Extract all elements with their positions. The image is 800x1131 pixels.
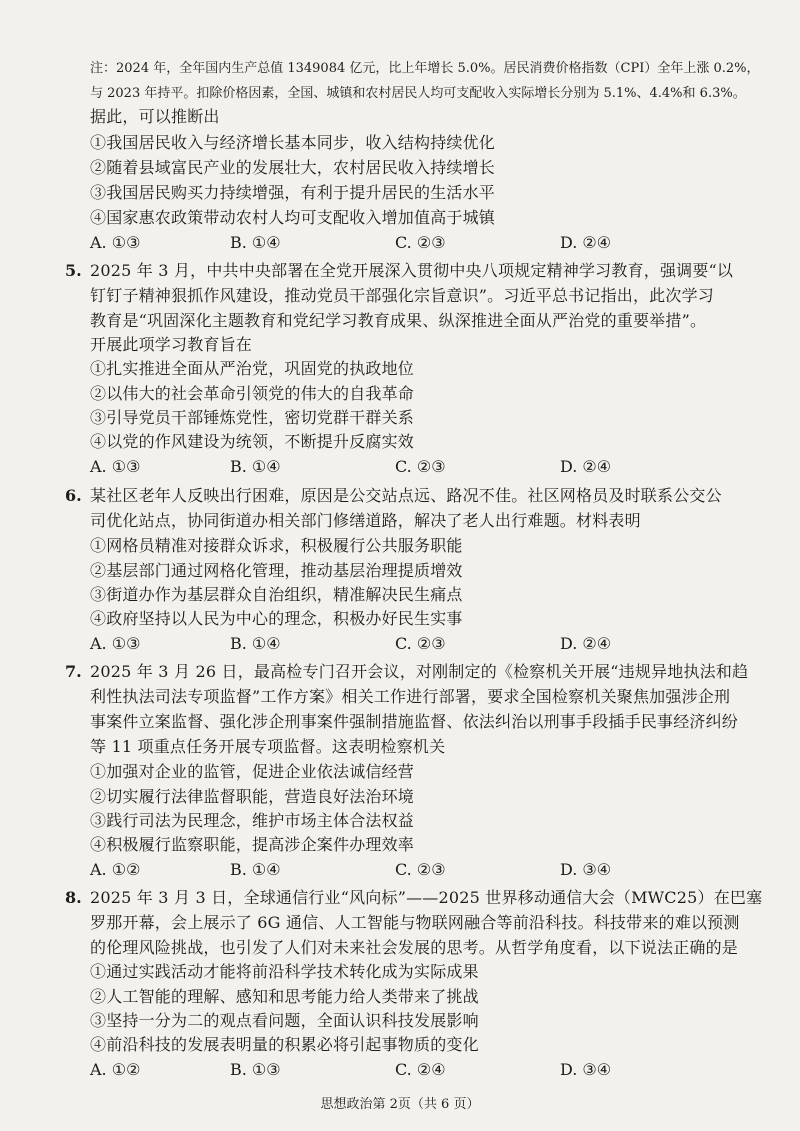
q6-stem-line-1: 某社区老年人反映出行困难，原因是公交站点远、路况不佳。社区网格员及时联系公交公 [90, 486, 722, 505]
page-footer: 思想政治第 2页（共 6 页） [320, 1097, 480, 1112]
question-lead: 据此，可以推断出 [90, 107, 220, 126]
q4-option-d: D. ②④ [560, 233, 612, 252]
q6-number: 6. [65, 486, 82, 505]
q5-statement-1: ①扎实推进全面从严治党，巩固党的执政地位 [90, 359, 415, 378]
q6-statement-1: ①网格员精准对接群众诉求，积极履行公共服务职能 [90, 536, 463, 555]
q7-option-a: A. ①② [90, 860, 141, 879]
q6-statement-4: ④政府坚持以人民为中心的理念，积极办好民生实事 [90, 609, 463, 628]
q6-statement-3: ③街道办作为基层群众自治组织，精准解决民生痛点 [90, 585, 463, 604]
q5-statement-4: ④以党的作风建设为统领，不断提升反腐实效 [90, 432, 415, 451]
q5-option-b: B. ①④ [230, 457, 281, 476]
q4-option-c: C. ②③ [395, 233, 446, 252]
q8-stem-line-3: 的伦理风险挑战，也引发了人们对未来社会发展的思考。从哲学角度看，以下说法正确的是 [90, 938, 739, 957]
q5-option-a: A. ①③ [90, 457, 141, 476]
q5-stem-line-4: 开展此项学习教育旨在 [90, 335, 253, 354]
q4-statement-2: ②随着县域富民产业的发展壮大，农村居民收入持续增长 [90, 158, 496, 177]
note-line-2: 与 2023 年持平。扣除价格因素，全国、城镇和农村居民人均可支配收入实际增长分别为 5.1%、4.4%和 6.3%。 [90, 86, 746, 101]
q7-statement-2: ②切实履行法律监督职能，营造良好法治环境 [90, 787, 415, 806]
q6-option-d: D. ②④ [560, 634, 612, 653]
q8-statement-2: ②人工智能的理解、感知和思考能力给人类带来了挑战 [90, 987, 479, 1006]
q4-option-a: A. ①③ [90, 233, 141, 252]
q4-options [90, 232, 730, 254]
q8-options [90, 1059, 730, 1081]
q8-option-c: C. ②④ [395, 1060, 446, 1079]
q7-option-c: C. ②③ [395, 860, 446, 879]
note-line-1: 注：2024 年，全年国内生产总值 1349084 亿元，比上年增长 5.0%。居民消费价格指数（CPI）全年上涨 0.2%， [90, 61, 760, 76]
q7-options [90, 859, 730, 881]
q6-options [90, 633, 730, 655]
q6-stem-line-2: 司优化站点，协同街道办相关部门修缮道路，解决了老人出行难题。材料表明 [90, 511, 641, 530]
q8-option-b: B. ①③ [230, 1060, 281, 1079]
q6-option-c: C. ②③ [395, 634, 446, 653]
q8-option-d: D. ③④ [560, 1060, 612, 1079]
q7-option-b: B. ①④ [230, 860, 281, 879]
q7-stem-line-3: 事案件立案监督、强化涉企刑事案件强制措施监督、依法纠治以刑事手段插手民事经济纠纷 [90, 712, 739, 731]
q6-statement-2: ②基层部门通过网格化管理，推动基层治理提质增效 [90, 561, 463, 580]
q6-option-a: A. ①③ [90, 634, 141, 653]
q5-number: 5. [65, 261, 82, 280]
q7-option-d: D. ③④ [560, 860, 612, 879]
q4-statement-4: ④国家惠农政策带动农村人均可支配收入增加值高于城镇 [90, 208, 496, 227]
q7-statement-1: ①加强对企业的监管，促进企业依法诚信经营 [90, 762, 415, 781]
q8-number: 8. [65, 888, 82, 907]
q4-option-b: B. ①④ [230, 233, 281, 252]
q7-statement-4: ④积极履行监察职能，提高涉企案件办理效率 [90, 835, 415, 854]
q5-option-d: D. ②④ [560, 457, 612, 476]
q4-statement-1: ①我国居民收入与经济增长基本同步，收入结构持续优化 [90, 133, 496, 152]
q8-statement-3: ③坚持一分为二的观点看问题，全面认识科技发展影响 [90, 1011, 479, 1030]
q5-option-c: C. ②③ [395, 457, 446, 476]
q5-statement-3: ③引导党员干部锤炼党性，密切党群干群关系 [90, 408, 415, 427]
q7-stem-line-4: 等 11 项重点任务开展专项监督。这表明检察机关 [90, 737, 446, 756]
q5-stem-line-2: 钉钉子精神狠抓作风建设，推动党员干部强化宗旨意识”。习近平总书记指出，此次学习 [90, 286, 714, 305]
q5-stem-line-3: 教育是“巩固深化主题教育和党纪学习教育成果、纵深推进全面从严治党的重要举措”。 [90, 311, 707, 330]
q5-options [90, 456, 730, 478]
q8-stem-line-2: 罗那开幕，会上展示了 6G 通信、人工智能与物联网融合等前沿科技。科技带来的难以预测 [90, 913, 740, 932]
q4-statement-3: ③我国居民购买力持续增强，有利于提升居民的生活水平 [90, 183, 496, 202]
q8-stem-line-1: 2025 年 3 月 3 日，全球通信行业“风向标”——2025 世界移动通信大会（MWC25）在巴塞 [90, 888, 763, 907]
q6-option-b: B. ①④ [230, 634, 281, 653]
q8-statement-1: ①通过实践活动才能将前沿科学技术转化成为实际成果 [90, 962, 479, 981]
q7-stem-line-2: 利性执法司法专项监督”工作方案》相关工作进行部署，要求全国检察机关聚焦加强涉企刑 [90, 687, 731, 706]
q7-stem-line-1: 2025 年 3 月 26 日，最高检专门召开会议，对刚制定的《检察机关开展“违规异地执法和趋 [90, 662, 749, 681]
q7-number: 7. [65, 662, 82, 681]
q7-statement-3: ③践行司法为民理念，维护市场主体合法权益 [90, 811, 415, 830]
q5-stem-line-1: 2025 年 3 月，中共中央部署在全党开展深入贯彻中央八项规定精神学习教育，强调要“以 [90, 261, 734, 280]
q8-option-a: A. ①② [90, 1060, 141, 1079]
q5-statement-2: ②以伟大的社会革命引领党的伟大的自我革命 [90, 384, 415, 403]
q8-statement-4: ④前沿科技的发展表明量的积累必将引起事物质的变化 [90, 1035, 479, 1054]
